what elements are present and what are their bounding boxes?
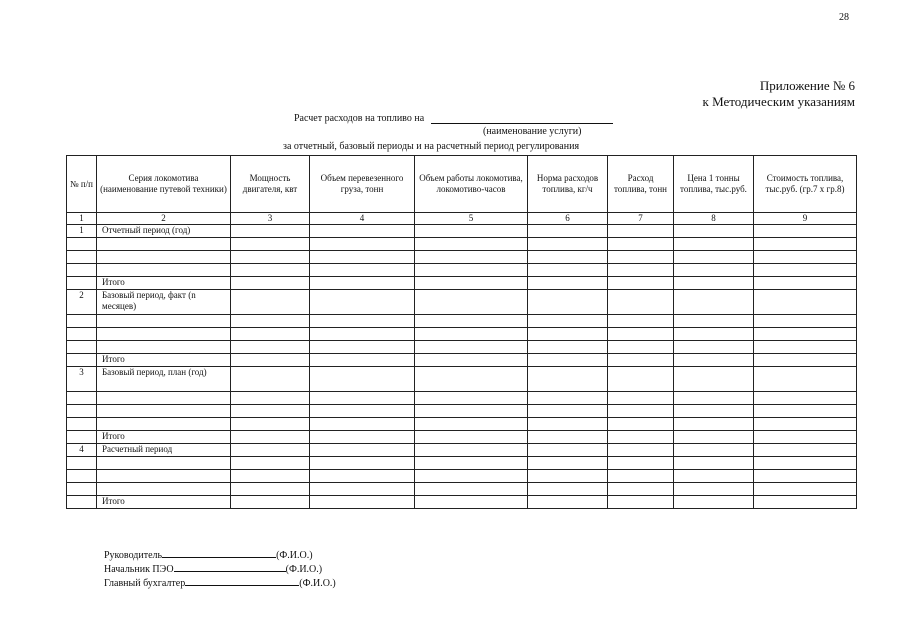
section-number: 3 <box>67 367 97 392</box>
table-cell[interactable] <box>310 496 415 509</box>
section-name: Отчетный период (год) <box>97 225 231 238</box>
table-cell[interactable] <box>608 315 674 328</box>
section-number: 2 <box>67 290 97 315</box>
signatures-block <box>104 548 336 590</box>
table-cell[interactable] <box>310 238 415 251</box>
section-row <box>67 367 857 392</box>
table-cell[interactable] <box>528 277 608 290</box>
table-cell[interactable] <box>67 238 97 251</box>
table-cell[interactable] <box>231 483 310 496</box>
column-number: 6 <box>528 213 608 225</box>
table-cell[interactable] <box>528 405 608 418</box>
table-cell[interactable] <box>674 483 754 496</box>
table-row <box>67 470 857 483</box>
table-cell[interactable] <box>415 238 528 251</box>
table-cell[interactable] <box>674 315 754 328</box>
table-cell[interactable] <box>310 418 415 431</box>
table-cell[interactable] <box>310 457 415 470</box>
appendix-line-1: Приложение № 6 <box>759 78 855 93</box>
signature-caption: (Ф.И.О.) <box>299 578 336 589</box>
header-fuel-consumption: Расход топлива, тонн <box>608 156 674 213</box>
table-cell[interactable] <box>67 405 97 418</box>
table-cell[interactable] <box>310 405 415 418</box>
table-row <box>67 328 857 341</box>
table-cell[interactable] <box>415 354 528 367</box>
table-cell[interactable] <box>415 367 528 392</box>
table-cell[interactable] <box>674 405 754 418</box>
header-locomotive-hours: Объем работы локомотива, локомотиво-часов <box>415 156 528 213</box>
table-cell[interactable] <box>608 431 674 444</box>
table-cell[interactable] <box>608 367 674 392</box>
table-cell[interactable] <box>674 444 754 457</box>
table-cell[interactable] <box>608 328 674 341</box>
column-number: 2 <box>97 213 231 225</box>
signature-peo-head <box>104 562 336 576</box>
signature-blank[interactable] <box>185 576 299 586</box>
table-cell[interactable] <box>97 341 231 354</box>
table-cell[interactable] <box>97 392 231 405</box>
table-cell[interactable] <box>674 251 754 264</box>
signature-director <box>104 548 336 562</box>
table-cell[interactable] <box>754 341 857 354</box>
table-cell[interactable] <box>674 264 754 277</box>
table-cell[interactable] <box>754 496 857 509</box>
table-cell[interactable] <box>754 225 857 238</box>
table-cell[interactable] <box>310 470 415 483</box>
table-cell[interactable] <box>231 225 310 238</box>
total-label: Итого <box>97 354 231 367</box>
table-cell[interactable] <box>415 392 528 405</box>
appendix-header <box>703 78 856 110</box>
table-cell[interactable] <box>310 277 415 290</box>
table-cell[interactable] <box>415 264 528 277</box>
table-cell[interactable] <box>415 315 528 328</box>
table-cell[interactable] <box>754 277 857 290</box>
table-cell[interactable] <box>674 238 754 251</box>
header-cargo-volume: Объем перевезенного груза, тонн <box>310 156 415 213</box>
table-row <box>67 238 857 251</box>
header-engine-power: Мощность двигателя, квт <box>231 156 310 213</box>
table-cell[interactable] <box>231 328 310 341</box>
title-line <box>294 112 613 124</box>
table-cell[interactable] <box>754 431 857 444</box>
header-fuel-cost: Стоимость топлива, тыс.руб. (гр.7 х гр.8) <box>754 156 857 213</box>
table-cell[interactable] <box>67 264 97 277</box>
table-cell[interactable] <box>674 418 754 431</box>
table-cell[interactable] <box>415 483 528 496</box>
table-cell[interactable] <box>231 290 310 315</box>
section-name: Расчетный период <box>97 444 231 457</box>
signature-chief-accountant <box>104 576 336 590</box>
table-cell[interactable] <box>674 496 754 509</box>
table-cell[interactable] <box>528 290 608 315</box>
table-cell[interactable] <box>67 277 97 290</box>
table-cell[interactable] <box>674 354 754 367</box>
table-cell[interactable] <box>754 470 857 483</box>
column-number: 9 <box>754 213 857 225</box>
table-cell[interactable] <box>97 264 231 277</box>
table-row <box>67 483 857 496</box>
column-number: 1 <box>67 213 97 225</box>
table-cell[interactable] <box>97 328 231 341</box>
table-cell[interactable] <box>231 277 310 290</box>
table-cell[interactable] <box>754 367 857 392</box>
table-row <box>67 405 857 418</box>
table-cell[interactable] <box>674 431 754 444</box>
table-row <box>67 457 857 470</box>
table-cell[interactable] <box>310 444 415 457</box>
header-row <box>67 156 857 213</box>
table-cell[interactable] <box>528 418 608 431</box>
column-number: 3 <box>231 213 310 225</box>
table-cell[interactable] <box>97 457 231 470</box>
table-cell[interactable] <box>754 238 857 251</box>
header-fuel-price: Цена 1 тонны топлива, тыс.руб. <box>674 156 754 213</box>
section-name: Базовый период, план (год) <box>97 367 231 392</box>
signature-blank[interactable] <box>162 548 276 558</box>
table-cell[interactable] <box>67 483 97 496</box>
table-cell[interactable] <box>231 238 310 251</box>
title-subtitle: за отчетный, базовый периоды и на расчетный период регулирования <box>283 141 580 152</box>
table-row <box>67 264 857 277</box>
total-row <box>67 496 857 509</box>
table-cell[interactable] <box>528 457 608 470</box>
table-cell[interactable] <box>528 264 608 277</box>
table-cell[interactable] <box>67 315 97 328</box>
service-caption: (наименование услуги) <box>483 126 582 137</box>
table-cell[interactable] <box>528 496 608 509</box>
table-cell[interactable] <box>608 341 674 354</box>
table-cell[interactable] <box>231 405 310 418</box>
table-cell[interactable] <box>97 251 231 264</box>
table-cell[interactable] <box>67 354 97 367</box>
table-cell[interactable] <box>528 225 608 238</box>
table-cell[interactable] <box>674 290 754 315</box>
table-row <box>67 392 857 405</box>
signature-caption: (Ф.И.О.) <box>276 550 313 561</box>
section-row <box>67 290 857 315</box>
table-cell[interactable] <box>231 341 310 354</box>
section-name: Базовый период, факт (n месяцев) <box>97 290 231 315</box>
table-cell[interactable] <box>415 405 528 418</box>
table-cell[interactable] <box>415 418 528 431</box>
table-cell[interactable] <box>608 392 674 405</box>
table-row <box>67 251 857 264</box>
table-cell[interactable] <box>67 341 97 354</box>
table-cell[interactable] <box>754 418 857 431</box>
table-cell[interactable] <box>608 238 674 251</box>
table-cell[interactable] <box>754 444 857 457</box>
table-cell[interactable] <box>528 238 608 251</box>
section-row <box>67 444 857 457</box>
table-cell[interactable] <box>97 418 231 431</box>
table-row <box>67 418 857 431</box>
table-cell[interactable] <box>608 457 674 470</box>
table-cell[interactable] <box>415 457 528 470</box>
table-cell[interactable] <box>415 290 528 315</box>
table-cell[interactable] <box>231 392 310 405</box>
table-cell[interactable] <box>608 483 674 496</box>
table-row <box>67 315 857 328</box>
table-cell[interactable] <box>415 496 528 509</box>
table-cell[interactable] <box>415 225 528 238</box>
signature-role: Начальник ПЭО <box>104 564 174 575</box>
table-cell[interactable] <box>528 251 608 264</box>
table-cell[interactable] <box>608 290 674 315</box>
column-number: 5 <box>415 213 528 225</box>
table-cell[interactable] <box>528 431 608 444</box>
table-cell[interactable] <box>608 418 674 431</box>
table-cell[interactable] <box>528 444 608 457</box>
column-number: 4 <box>310 213 415 225</box>
column-number-row <box>67 213 857 225</box>
table-cell[interactable] <box>528 483 608 496</box>
table-cell[interactable] <box>97 470 231 483</box>
total-label: Итого <box>97 496 231 509</box>
header-fuel-norm: Норма расходов топлива, кг/ч <box>528 156 608 213</box>
table-cell[interactable] <box>310 315 415 328</box>
table-cell[interactable] <box>415 251 528 264</box>
column-number: 8 <box>674 213 754 225</box>
table-cell[interactable] <box>231 315 310 328</box>
table-cell[interactable] <box>415 470 528 483</box>
fuel-cost-table <box>66 155 857 509</box>
table-cell[interactable] <box>528 341 608 354</box>
table-cell[interactable] <box>528 392 608 405</box>
table-cell[interactable] <box>231 367 310 392</box>
table-cell[interactable] <box>608 264 674 277</box>
table-cell[interactable] <box>415 277 528 290</box>
table-cell[interactable] <box>608 251 674 264</box>
table-cell[interactable] <box>608 225 674 238</box>
table-cell[interactable] <box>231 264 310 277</box>
signature-role: Руководитель <box>104 550 163 561</box>
table-cell[interactable] <box>310 483 415 496</box>
table-cell[interactable] <box>97 405 231 418</box>
table-cell[interactable] <box>310 264 415 277</box>
table-cell[interactable] <box>310 341 415 354</box>
table-cell[interactable] <box>231 251 310 264</box>
table-cell[interactable] <box>528 367 608 392</box>
section-row <box>67 225 857 238</box>
table-cell[interactable] <box>67 328 97 341</box>
table-cell[interactable] <box>231 418 310 431</box>
table-cell[interactable] <box>231 354 310 367</box>
table-cell[interactable] <box>608 405 674 418</box>
table-cell[interactable] <box>415 431 528 444</box>
table-cell[interactable] <box>528 328 608 341</box>
total-label: Итого <box>97 277 231 290</box>
table-cell[interactable] <box>754 392 857 405</box>
table-cell[interactable] <box>231 470 310 483</box>
table-cell[interactable] <box>310 431 415 444</box>
table-cell[interactable] <box>754 328 857 341</box>
signature-caption: (Ф.И.О.) <box>285 564 323 575</box>
table-cell[interactable] <box>67 470 97 483</box>
table-cell[interactable] <box>231 431 310 444</box>
table-cell[interactable] <box>231 496 310 509</box>
table-cell[interactable] <box>67 251 97 264</box>
table-cell[interactable] <box>67 457 97 470</box>
table-cell[interactable] <box>608 354 674 367</box>
table-cell[interactable] <box>674 341 754 354</box>
section-number: 4 <box>67 444 97 457</box>
table-cell[interactable] <box>415 444 528 457</box>
table-cell[interactable] <box>67 431 97 444</box>
table-cell[interactable] <box>67 418 97 431</box>
table-cell[interactable] <box>674 328 754 341</box>
table-cell[interactable] <box>310 354 415 367</box>
table-cell[interactable] <box>415 341 528 354</box>
table-cell[interactable] <box>528 354 608 367</box>
signature-blank[interactable] <box>174 562 286 572</box>
table-cell[interactable] <box>674 392 754 405</box>
appendix-line-2: к Методическим указаниям <box>702 94 855 109</box>
header-locomotive-series: Серия локомотива (наименование путевой техники) <box>97 156 231 213</box>
table-cell[interactable] <box>67 392 97 405</box>
table-cell[interactable] <box>97 238 231 251</box>
total-row <box>67 354 857 367</box>
table-cell[interactable] <box>674 367 754 392</box>
table-cell[interactable] <box>754 315 857 328</box>
table-cell[interactable] <box>231 457 310 470</box>
table-cell[interactable] <box>674 457 754 470</box>
table-cell[interactable] <box>608 496 674 509</box>
table-cell[interactable] <box>528 470 608 483</box>
total-label: Итого <box>97 431 231 444</box>
table-cell[interactable] <box>608 470 674 483</box>
header-number: № п/п <box>67 156 97 213</box>
table-cell[interactable] <box>528 315 608 328</box>
section-number: 1 <box>67 225 97 238</box>
table-cell[interactable] <box>754 354 857 367</box>
table-cell[interactable] <box>231 444 310 457</box>
service-name-blank[interactable] <box>431 112 613 124</box>
table-cell[interactable] <box>310 328 415 341</box>
table-cell[interactable] <box>97 315 231 328</box>
table-cell[interactable] <box>608 444 674 457</box>
table-cell[interactable] <box>754 251 857 264</box>
total-row <box>67 277 857 290</box>
table-cell[interactable] <box>310 392 415 405</box>
table-cell[interactable] <box>754 405 857 418</box>
page-number: 28 <box>839 12 849 23</box>
total-row <box>67 431 857 444</box>
table-cell[interactable] <box>608 277 674 290</box>
table-cell[interactable] <box>97 483 231 496</box>
title-prefix: Расчет расходов на топливо на <box>294 113 425 124</box>
column-number: 7 <box>608 213 674 225</box>
table-cell[interactable] <box>310 290 415 315</box>
table-cell[interactable] <box>754 457 857 470</box>
table-row <box>67 341 857 354</box>
table-cell[interactable] <box>310 251 415 264</box>
signature-role: Главный бухгалтер <box>104 578 186 589</box>
table-cell[interactable] <box>310 225 415 238</box>
table-cell[interactable] <box>415 328 528 341</box>
table-cell[interactable] <box>754 483 857 496</box>
table-cell[interactable] <box>754 264 857 277</box>
table-cell[interactable] <box>754 290 857 315</box>
table-cell[interactable] <box>674 470 754 483</box>
table-cell[interactable] <box>310 367 415 392</box>
table-cell[interactable] <box>674 277 754 290</box>
table-cell[interactable] <box>674 225 754 238</box>
table-cell[interactable] <box>67 496 97 509</box>
